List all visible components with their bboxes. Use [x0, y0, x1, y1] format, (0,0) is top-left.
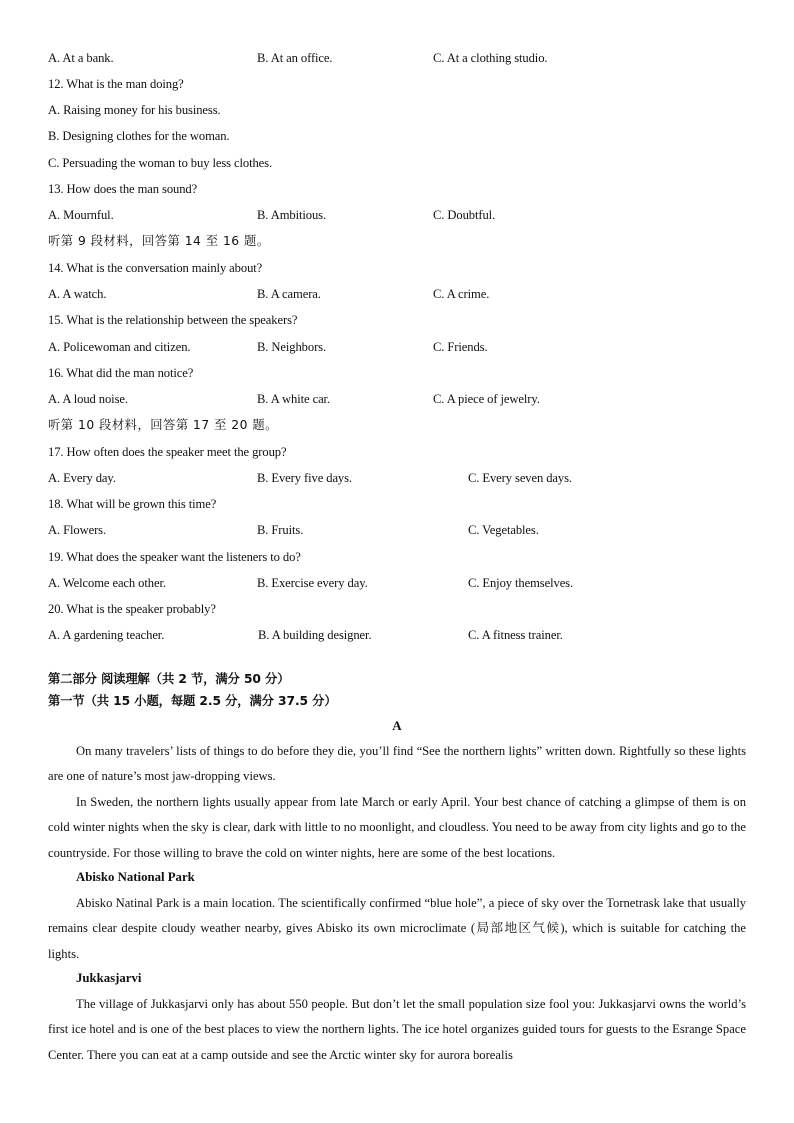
passage-label: A: [392, 718, 402, 733]
q13-question: 13. How does the man sound?: [48, 182, 198, 196]
q20-option-c: C. A fitness trainer.: [468, 628, 563, 642]
q15-option-c: C. Friends.: [433, 340, 488, 354]
q18-option-c: C. Vegetables.: [468, 523, 539, 537]
q12-question: 12. What is the man doing?: [48, 77, 184, 91]
q14-option-c: C. A crime.: [433, 287, 490, 301]
section-9-instruction: 听第 9 段材料，回答第 14 至 16 题。: [48, 234, 270, 248]
q14-option-a: A. A watch.: [48, 287, 107, 301]
passage-paragraph-3: Abisko Natinal Park is a main location. The scientifically confirmed “blue hole”, a piece of sky over the Tornetrask lake that usually remains clear despite cloudy weather nearby, gives Abisko its own microclimate (局部地区气候), which is suitable for catching the lights.: [48, 896, 746, 961]
q18-option-b: B. Fruits.: [257, 523, 304, 537]
q11-option-c: C. At a clothing studio.: [433, 51, 548, 65]
q16-option-a: A. A loud noise.: [48, 392, 128, 406]
q20-option-a: A. A gardening teacher.: [48, 628, 165, 642]
q19-option-c: C. Enjoy themselves.: [468, 576, 574, 590]
q11-option-a: A. At a bank.: [48, 51, 114, 65]
q12-option-a: A. Raising money for his business.: [48, 103, 221, 117]
q17-question: 17. How often does the speaker meet the group?: [48, 445, 287, 459]
q14-option-b: B. A camera.: [257, 287, 321, 301]
heading-abisko: Abisko National Park: [76, 870, 195, 884]
q19-option-b: B. Exercise every day.: [257, 576, 368, 590]
q15-question: 15. What is the relationship between the speakers?: [48, 313, 298, 327]
q13-option-a: A. Mournful.: [48, 208, 114, 222]
q12-option-c: C. Persuading the woman to buy less clothes.: [48, 156, 273, 170]
q11-option-b: B. At an office.: [257, 51, 333, 65]
q16-option-b: B. A white car.: [257, 392, 331, 406]
passage-paragraph-2: In Sweden, the northern lights usually appear from late March or early April. Your best chance of catching a glimpse of them is on cold winter nights when the sky is clear, dark with little to no moonlight, and cloudless. You need to be away from city lights and go to the countryside. For those willing to brave the cold on winter nights, here are some of the best locations.: [48, 795, 746, 860]
heading-jukkasjarvi: Jukkasjarvi: [76, 971, 142, 985]
q17-option-c: C. Every seven days.: [468, 471, 572, 485]
section-1-title: 第一节（共 15 小题，每题 2.5 分，满分 37.5 分）: [48, 694, 337, 708]
q12-option-b: B. Designing clothes for the woman.: [48, 129, 230, 143]
part-2-title: 第二部分 阅读理解（共 2 节，满分 50 分）: [48, 672, 290, 686]
q17-option-a: A. Every day.: [48, 471, 116, 485]
q20-option-b: B. A building designer.: [258, 628, 372, 642]
q20-question: 20. What is the speaker probably?: [48, 602, 216, 616]
q19-question: 19. What does the speaker want the listeners to do?: [48, 550, 301, 564]
q18-question: 18. What will be grown this time?: [48, 497, 217, 511]
q19-option-a: A. Welcome each other.: [48, 576, 166, 590]
q16-option-c: C. A piece of jewelry.: [433, 392, 540, 406]
q13-option-b: B. Ambitious.: [257, 208, 327, 222]
q16-question: 16. What did the man notice?: [48, 366, 194, 380]
q15-option-b: B. Neighbors.: [257, 340, 327, 354]
passage-paragraph-1: On many travelers’ lists of things to do before they die, you’ll find “See the northern lights” written down. Rightfully so these lights are one of nature’s most jaw-dropping views.: [48, 744, 746, 784]
q18-option-a: A. Flowers.: [48, 523, 107, 537]
q17-option-b: B. Every five days.: [257, 471, 352, 485]
passage-paragraph-4: The village of Jukkasjarvi only has about 550 people. But don’t let the small population size fool you: Jukkasjarvi owns the world’s first ice hotel and is one of the best places to view the northern lights. The ice hotel organizes guided tours for guests to the Esrange Space Center. There you can eat at a camp outside and see the Arctic winter sky for aurora borealis: [48, 997, 746, 1062]
q13-option-c: C. Doubtful.: [433, 208, 496, 222]
section-10-instruction: 听第 10 段材料，回答第 17 至 20 题。: [48, 418, 278, 432]
q15-option-a: A. Policewoman and citizen.: [48, 340, 191, 354]
q14-question: 14. What is the conversation mainly about?: [48, 261, 263, 275]
